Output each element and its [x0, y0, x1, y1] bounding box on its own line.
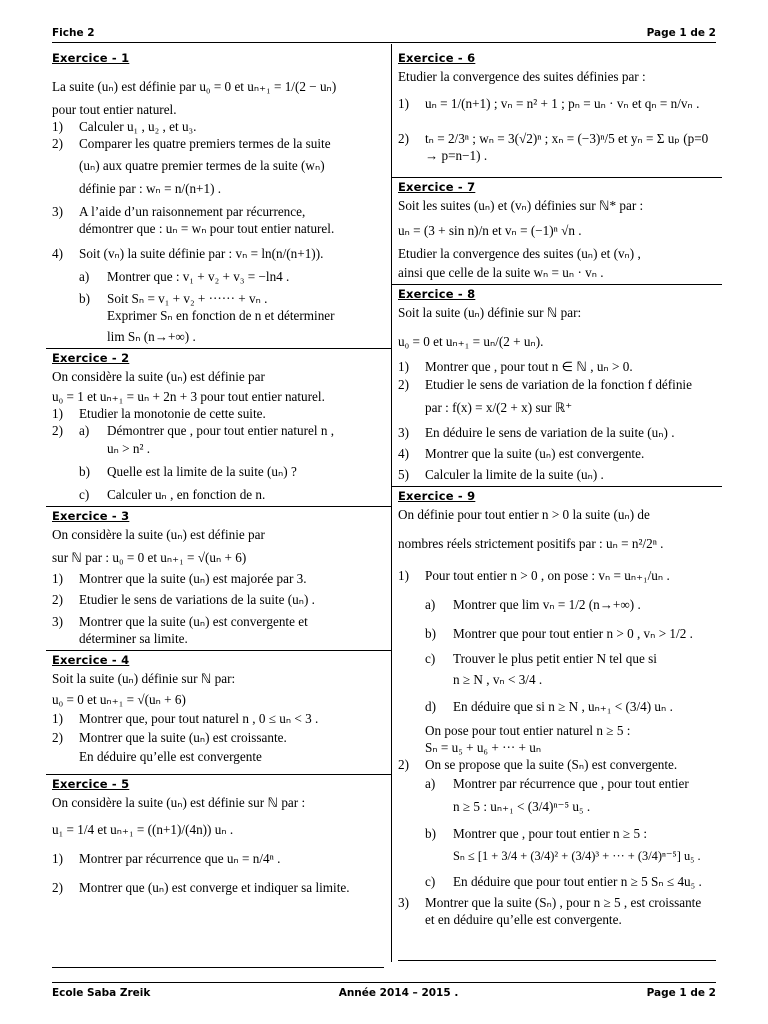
exercise-text: uₙ = (3 + sin n)/n et vₙ = (−1)ⁿ √n . — [398, 222, 582, 238]
question-text: lim Sₙ (n→+∞) . — [107, 328, 196, 344]
exercise-1 — [52, 51, 385, 345]
exercise-title: Exercice - 3 — [52, 509, 130, 523]
question-text: On pose pour tout entier naturel n ≥ 5 : — [425, 722, 631, 738]
column-divider — [391, 44, 392, 962]
exercise-text: Soit la suite (uₙ) définie sur ℕ par: — [398, 305, 582, 321]
header-rule — [52, 42, 716, 43]
question-text: n ≥ 5 : uₙ₊₁ < (3/4)ⁿ⁻⁵ u₅ . — [453, 799, 591, 815]
question-item: 2) Montrer que la suite (uₙ) est croissante. — [52, 730, 287, 746]
exercise-title: Exercice - 9 — [398, 489, 476, 504]
exercise-title: Exercice - 4 — [52, 652, 130, 667]
question-item: 2) tₙ = 2/3ⁿ ; wₙ = 3(√2)ⁿ ; xₙ = (−3)ⁿ/5 et yₙ = Σ uₚ (p=0 → p=n−1) . — [398, 131, 709, 164]
exercise-text: pour tout entier naturel. — [52, 102, 177, 118]
question-text: et en déduire qu’elle est convergente. — [425, 911, 622, 927]
question-item: 2) On se propose que la suite (Sₙ) est convergente. — [398, 756, 678, 772]
question-item: 3) A l’aide d’un raisonnement par récurrence, — [52, 203, 306, 219]
question-item: 3) Montrer que la suite (uₙ) est convergente et — [52, 613, 308, 629]
question-text: Sₙ = u₅ + u₆ + ··· + uₙ — [425, 739, 542, 755]
exercise-text: u₀ = 0 et uₙ₊₁ = uₙ/(2 + uₙ). — [398, 334, 544, 350]
question-item: 1) Pour tout entier n > 0 , on pose : vₙ = uₙ₊₁/uₙ . — [398, 567, 670, 583]
exercise-6 — [398, 51, 716, 165]
sheet-label: Fiche 2 — [52, 27, 95, 39]
section-divider — [46, 650, 391, 651]
question-item: 2) a) Démontrer que , pour tout entier naturel n , — [52, 423, 335, 439]
exercise-8 — [398, 287, 716, 483]
sub-question: d) En déduire que si n ≥ N , uₙ₊₁ < (3/4) uₙ . — [425, 699, 673, 715]
sub-question: a) Montrer que lim vₙ = 1/2 (n→+∞) . — [425, 596, 641, 612]
exercise-text: On considère la suite (uₙ) est définie par — [52, 368, 265, 384]
page-number: Page 1 de 2 — [646, 27, 716, 39]
question-item: 2) Montrer que (uₙ) est converge et indiquer sa limite. — [52, 880, 350, 895]
exercise-title: Exercice - 1 — [52, 51, 130, 65]
question-item: 3) Montrer que la suite (Sₙ) , pour n ≥ 5 , est croissante — [398, 894, 702, 910]
question-item: 5) Calculer la limite de la suite (uₙ) . — [398, 467, 604, 483]
question-item: 1) Montrer par récurrence que uₙ = n/4ⁿ . — [52, 850, 281, 866]
sub-question: c) Trouver le plus petit entier N tel que si — [425, 651, 657, 667]
footer-rule — [52, 982, 716, 983]
exercise-4 — [52, 653, 385, 766]
exercise-text: nombres réels strictement positifs par : uₙ = n²/2ⁿ . — [398, 536, 664, 552]
section-divider — [392, 486, 722, 487]
question-item: 1) uₙ = 1/(n+1) ; vₙ = n² + 1 ; pₙ = uₙ · vₙ et qₙ = n/vₙ . — [398, 96, 700, 112]
question-item: 2) Comparer les quatre premiers termes de la suite — [52, 136, 331, 152]
right-column-bottom-rule — [398, 960, 716, 961]
question-text: Sₙ ≤ [1 + 3/4 + (3/4)² + (3/4)³ + ··· + (3/4)ⁿ⁻⁵] u₅ . — [453, 849, 701, 864]
school-name: Ecole Saba Zreik — [52, 987, 151, 999]
exercise-text: Soit la suite (uₙ) définie sur ℕ par: — [52, 670, 236, 686]
question-item: 1) Calculer u₁ , u₂ , et u₃. — [52, 119, 197, 135]
question-item: 1) Montrer que, pour tout naturel n , 0 ≤ uₙ < 3 . — [52, 711, 319, 727]
page-header — [52, 27, 716, 41]
left-column-bottom-rule — [52, 967, 384, 968]
sub-question: b) Soit Sₙ = v₁ + v₂ + ······ + vₙ . — [79, 290, 268, 306]
section-divider — [46, 774, 391, 775]
exercise-text: Soit les suites (uₙ) et (vₙ) définies sur ℕ* par : — [398, 197, 644, 213]
question-item: 3) En déduire le sens de variation de la suite (uₙ) . — [398, 424, 675, 440]
sub-question: b) Montrer que , pour tout entier n ≥ 5 : — [425, 826, 648, 842]
question-text: (uₙ) aux quatre premier termes de la suite (wₙ) — [79, 157, 325, 173]
question-text: définie par : wₙ = n/(n+1) . — [79, 180, 222, 196]
question-item: 2) Etudier le sens de variation de la fonction f définie — [398, 376, 692, 392]
exercise-title: Exercice - 7 — [398, 179, 476, 194]
sub-question: a) Montrer par récurrence que , pour tout entier — [425, 775, 689, 791]
exercise-9 — [398, 489, 716, 928]
question-text: n ≥ N , vₙ < 3/4 . — [453, 672, 543, 688]
exercise-7 — [398, 180, 716, 282]
exercise-text: ainsi que celle de la suite wₙ = uₙ · vₙ . — [398, 264, 604, 280]
exercise-text: Etudier la convergence des suites (uₙ) et (vₙ) , — [398, 245, 641, 261]
footer-page-number: Page 1 de 2 — [646, 987, 716, 999]
exercise-2 — [52, 351, 385, 503]
exercise-text: On considère la suite (uₙ) est définie par — [52, 526, 265, 542]
exercise-text: Etudier la convergence des suites définies par : — [398, 68, 646, 84]
question-text: En déduire qu’elle est convergente — [79, 749, 262, 765]
exercise-text: u₀ = 0 et uₙ₊₁ = √(uₙ + 6) — [52, 691, 186, 707]
exercise-5 — [52, 777, 385, 897]
exercise-text: On considère la suite (uₙ) est définie sur ℕ par : — [52, 794, 306, 810]
sub-question: c) Calculer uₙ , en fonction de n. — [79, 486, 266, 502]
exercise-title: Exercice - 2 — [52, 350, 130, 365]
question-text: démontrer que : uₙ = wₙ pour tout entier naturel. — [79, 221, 335, 237]
school-year: Année 2014 – 2015 . — [338, 987, 459, 999]
sub-question: c) En déduire que pour tout entier n ≥ 5 Sₙ ≤ 4u₅ . — [425, 873, 702, 889]
question-text: déterminer sa limite. — [79, 630, 188, 646]
section-divider — [392, 177, 722, 178]
question-item: 4) Montrer que la suite (uₙ) est convergente. — [398, 446, 645, 461]
exercise-title: Exercice - 8 — [398, 287, 476, 302]
exercise-text: u₁ = 1/4 et uₙ₊₁ = ((n+1)/(4n)) uₙ . — [52, 821, 234, 837]
section-divider — [46, 506, 391, 507]
exercise-text: La suite (uₙ) est définie par u₀ = 0 et uₙ₊₁ = 1/(2 − uₙ) — [52, 78, 337, 94]
sub-question: a) Montrer que : v₁ + v₂ + v₃ = −ln4 . — [79, 269, 290, 285]
question-item: 2) Etudier le sens de variations de la suite (uₙ) . — [52, 592, 315, 608]
right-column — [398, 50, 716, 928]
question-item: 1) Montrer que la suite (uₙ) est majorée par 3. — [52, 571, 307, 587]
sub-question: b) Montrer que pour tout entier n > 0 , vₙ > 1/2 . — [425, 625, 693, 641]
exercise-title: Exercice - 5 — [52, 776, 130, 791]
exercise-3 — [52, 509, 385, 647]
question-item: 1) Montrer que , pour tout n ∈ ℕ , uₙ > 0. — [398, 359, 633, 375]
exercise-title: Exercice - 6 — [398, 51, 476, 65]
section-divider — [392, 284, 722, 285]
question-text: uₙ > n² . — [107, 440, 151, 456]
section-divider — [46, 348, 391, 349]
left-column — [52, 50, 385, 896]
exercise-text: u₀ = 1 et uₙ₊₁ = uₙ + 2n + 3 pour tout entier naturel. — [52, 389, 325, 405]
exercise-text: sur ℕ par : u₀ = 0 et uₙ₊₁ = √(uₙ + 6) — [52, 550, 247, 566]
question-text: Exprimer Sₙ en fonction de n et déterminer — [107, 307, 335, 323]
question-item: 1) Etudier la monotonie de cette suite. — [52, 406, 266, 422]
sub-question: b) Quelle est la limite de la suite (uₙ) ? — [79, 463, 297, 479]
exercise-text: On définie pour tout entier n > 0 la suite (uₙ) de — [398, 507, 650, 523]
question-item: 4) Soit (vₙ) la suite définie par : vₙ = ln(n/(n+1)). — [52, 246, 324, 262]
page-footer — [52, 987, 716, 1001]
question-text: par : f(x) = x/(2 + x) sur ℝ⁺ — [425, 399, 573, 415]
